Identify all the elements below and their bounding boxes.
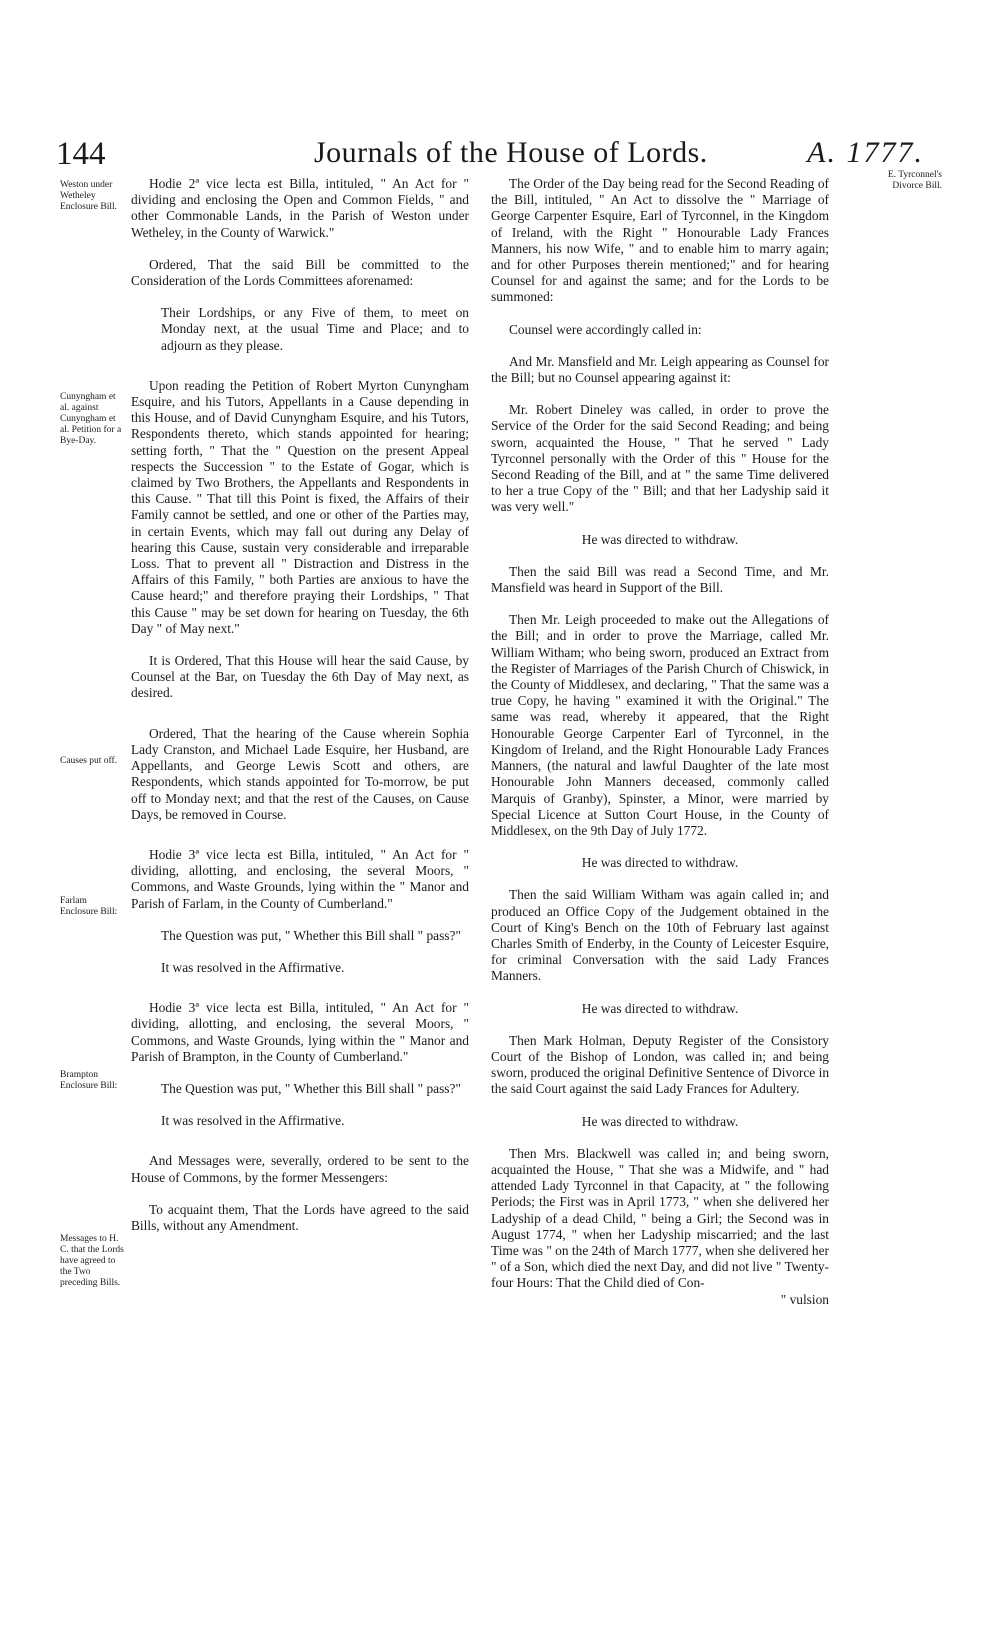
paragraph: Counsel were accordingly called in: [509,321,702,337]
paragraph: Hodie 2ª vice lecta est Billa, intituled, " An Act for " dividing and enclosing the Open and Common Fields, " and other Commonable Lands, in the Parish of Weston under Wetheley, in the County of Warwick." [131,176,469,240]
paragraph: It was resolved in the Affirmative. [161,1113,345,1129]
paragraph: Ordered, That the said Bill be committed to the Consideration of the Lords Committees aforenamed: [131,256,469,289]
year-heading: A. 1777. [807,136,924,169]
paragraph: Their Lordships, or any Five of them, to meet on Monday next, at the usual Time and Place; and to adjourn as they please. [161,305,469,353]
paragraph: Hodie 3ª vice lecta est Billa, intituled, " An Act for " dividing, allotting, and enclosing, the several Moors, " Commons, and Waste Grounds, lying within the " Manor and Parish of Farlam, in the County of Cumberland." [131,846,469,911]
catchword: " vulsion [780,1291,829,1307]
paragraph: He was directed to withdraw. [581,531,739,547]
margin-note-causes: Causes put off. [60,756,118,766]
paragraph: Then Mrs. Blackwell was called in; and being sworn, acquainted the House, " That she was a Midwife, and " had attended Lady Tyrconnel in that Capacity, at " the following Periods; the First was in April 1773, " when she delivered her Ladyship of a dead Child, " being a Girl; the Second was in August 1774, " when her Ladyship miscarried; and the last Time was " on the 24th of March 1777, when she delivered her " of a Son, which died the next Day, and did not live " Twenty-four Hours: That the Child died of Con- [491,1145,829,1291]
journal-title: Journals of the House of Lords. [314,136,708,169]
paragraph: To acquaint them, That the Lords have agreed to the said Bills, without any Amendment. [131,1201,469,1233]
paragraph: He was directed to withdraw. [581,1000,739,1016]
paragraph: He was directed to withdraw. [581,855,739,871]
paragraph: And Messages were, severally, ordered to be sent to the House of Commons, by the former Messengers: [131,1153,469,1185]
paragraph: It was resolved in the Affirmative. [161,959,345,975]
paragraph: Then the said William Witham was again called in; and produced an Office Copy of the Judgement obtained in the Court of King's Bench on the 10th of February last against Charles Smith of Enderby, in the County of Leicester Esquire, for criminal Conversation with the said Lady Frances Manners. [491,887,829,984]
paragraph: Mr. Robert Dineley was called, in order to prove the Service of the Order for the said Second Reading; and being sworn, acquainted the House, " That he served " Lady Tyrconnel personally with the Order of this " House for the Second Reading of the Bill, and at " the same Time delivered to her a true Copy of the " Bill; and that her Ladyship said it was very well." [491,402,829,515]
paragraph: The Question was put, " Whether this Bill shall " pass?" [161,1080,461,1096]
paragraph: Ordered, That the hearing of the Cause wherein Sophia Lady Cranston, and Michael Lade Esquire, her Husband, are Appellants, and George Lewis Scott and others, are Respondents, which stands appointed for To-morrow, be put off to Monday next; and that the rest of the Causes, on Cause Days, be removed in Course. [131,725,469,822]
paragraph: He was directed to withdraw. [581,1113,739,1129]
paragraph: Hodie 3ª vice lecta est Billa, intituled, " An Act for " dividing, allotting, and enclosing, the several Moors, " Commons, and Waste Grounds, lying within the " Manor and Parish of Brampton, in the County of Cumberland." [131,1000,469,1064]
paragraph: Then Mr. Leigh proceeded to make out the Allegations of the Bill; and in order to prove the Marriage, called Mr. William Witham; who being sworn, produced an Extract from the Register of Marriages of the Parish Church of Chiswick, in the County of Middlesex, and declaring, " That the same was a true Copy, he having " examined it with the Original." The same was read, whereby it appeared, that the Right Honourable George Carpenter Earl of Tyrconnel, in the Kingdom of Ireland, and the Right Honourable Lady Frances Manners, (the natural and lawful Daughter of the late most Honourable John Manners deceased, commonly called Marquis of Granby), Spinster, a Minor, were married by Special Licence at Sutton Court House, in the County of Middlesex, on the 9th Day of July 1772. [491,612,829,838]
paragraph: It is Ordered, That this House will hear the said Cause, by Counsel at the Bar, on Tuesday the 6th Day of May next, as desired. [131,653,469,701]
margin-note-farlam: Farlam Enclosure Bill: [60,896,118,917]
paragraph: The Question was put, " Whether this Bill shall " pass?" [161,927,461,943]
margin-note-brampton: Brampton Enclosure Bill: [60,1070,118,1091]
margin-note-weston: Weston under Wetheley Enclosure Bill. [60,180,117,212]
left-column [131,176,469,1250]
page-header [56,136,936,180]
paragraph: And Mr. Mansfield and Mr. Leigh appearing as Counsel for the Bill; but no Counsel appearing against it: [491,353,829,386]
paragraph: Then the said Bill was read a Second Time, and Mr. Mansfield was heard in Support of the Bill. [491,563,829,596]
paragraph: The Order of the Day being read for the Second Reading of the Bill, intituled, " An Act to dissolve the " Marriage of George Carpenter Esquire, Earl of Tyrconnel, in the Kingdom of Ireland, with the Right " Honourable Lady Frances Manners, his now Wife, " and to enable him to marry again; and for other Purposes therein mentioned;" and for hearing Counsel for and against the same; and for the Lords to be summoned: [491,176,829,305]
margin-note-messages: Messages to H. C. that the Lords have agreed to the Two preceding Bills. [60,1234,124,1288]
page-number: 144 [56,136,106,172]
right-column [491,176,829,1308]
paragraph: Upon reading the Petition of Robert Myrton Cunyngham Esquire, and his Tutors, Appellants in a Cause depending in this House, and of David Cunyngham Esquire, and his Tutors, Respondents thereto, which stands appointed for hearing; setting forth, " That the " Question on the present Appeal respects the Succession " to the Estate of Gogar, which is claimed by Two Brothers, the Appellants and Respondents in this Cause. " That till this Point is fixed, the Affairs of their Family cannot be settled, and one or other of the Parties may, in certain Events, which may fall out during any Delay of hearing this Cause, sustain very considerable and irreparable Loss. That to prevent all " Distraction and Distress in the Affairs of this Family, " both Parties are anxious to have the Cause heard;" and therefore praying their Lordships, " That this Cause " may be set down for hearing on Tuesday, the 6th Day " of May next." [131,377,469,636]
margin-note-tyrconnel: E. Tyrconnel's Divorce Bill. [887,170,942,191]
margin-note-cunyngham: Cunyngham et al. against Cunyngham et al. Petition for a Bye-Day. [60,392,122,446]
paragraph: Then Mark Holman, Deputy Register of the Consistory Court of the Bishop of London, was called in; and being sworn, produced the original Definitive Sentence of Divorce in the said Court against the said Lady Frances for Adultery. [491,1032,830,1097]
